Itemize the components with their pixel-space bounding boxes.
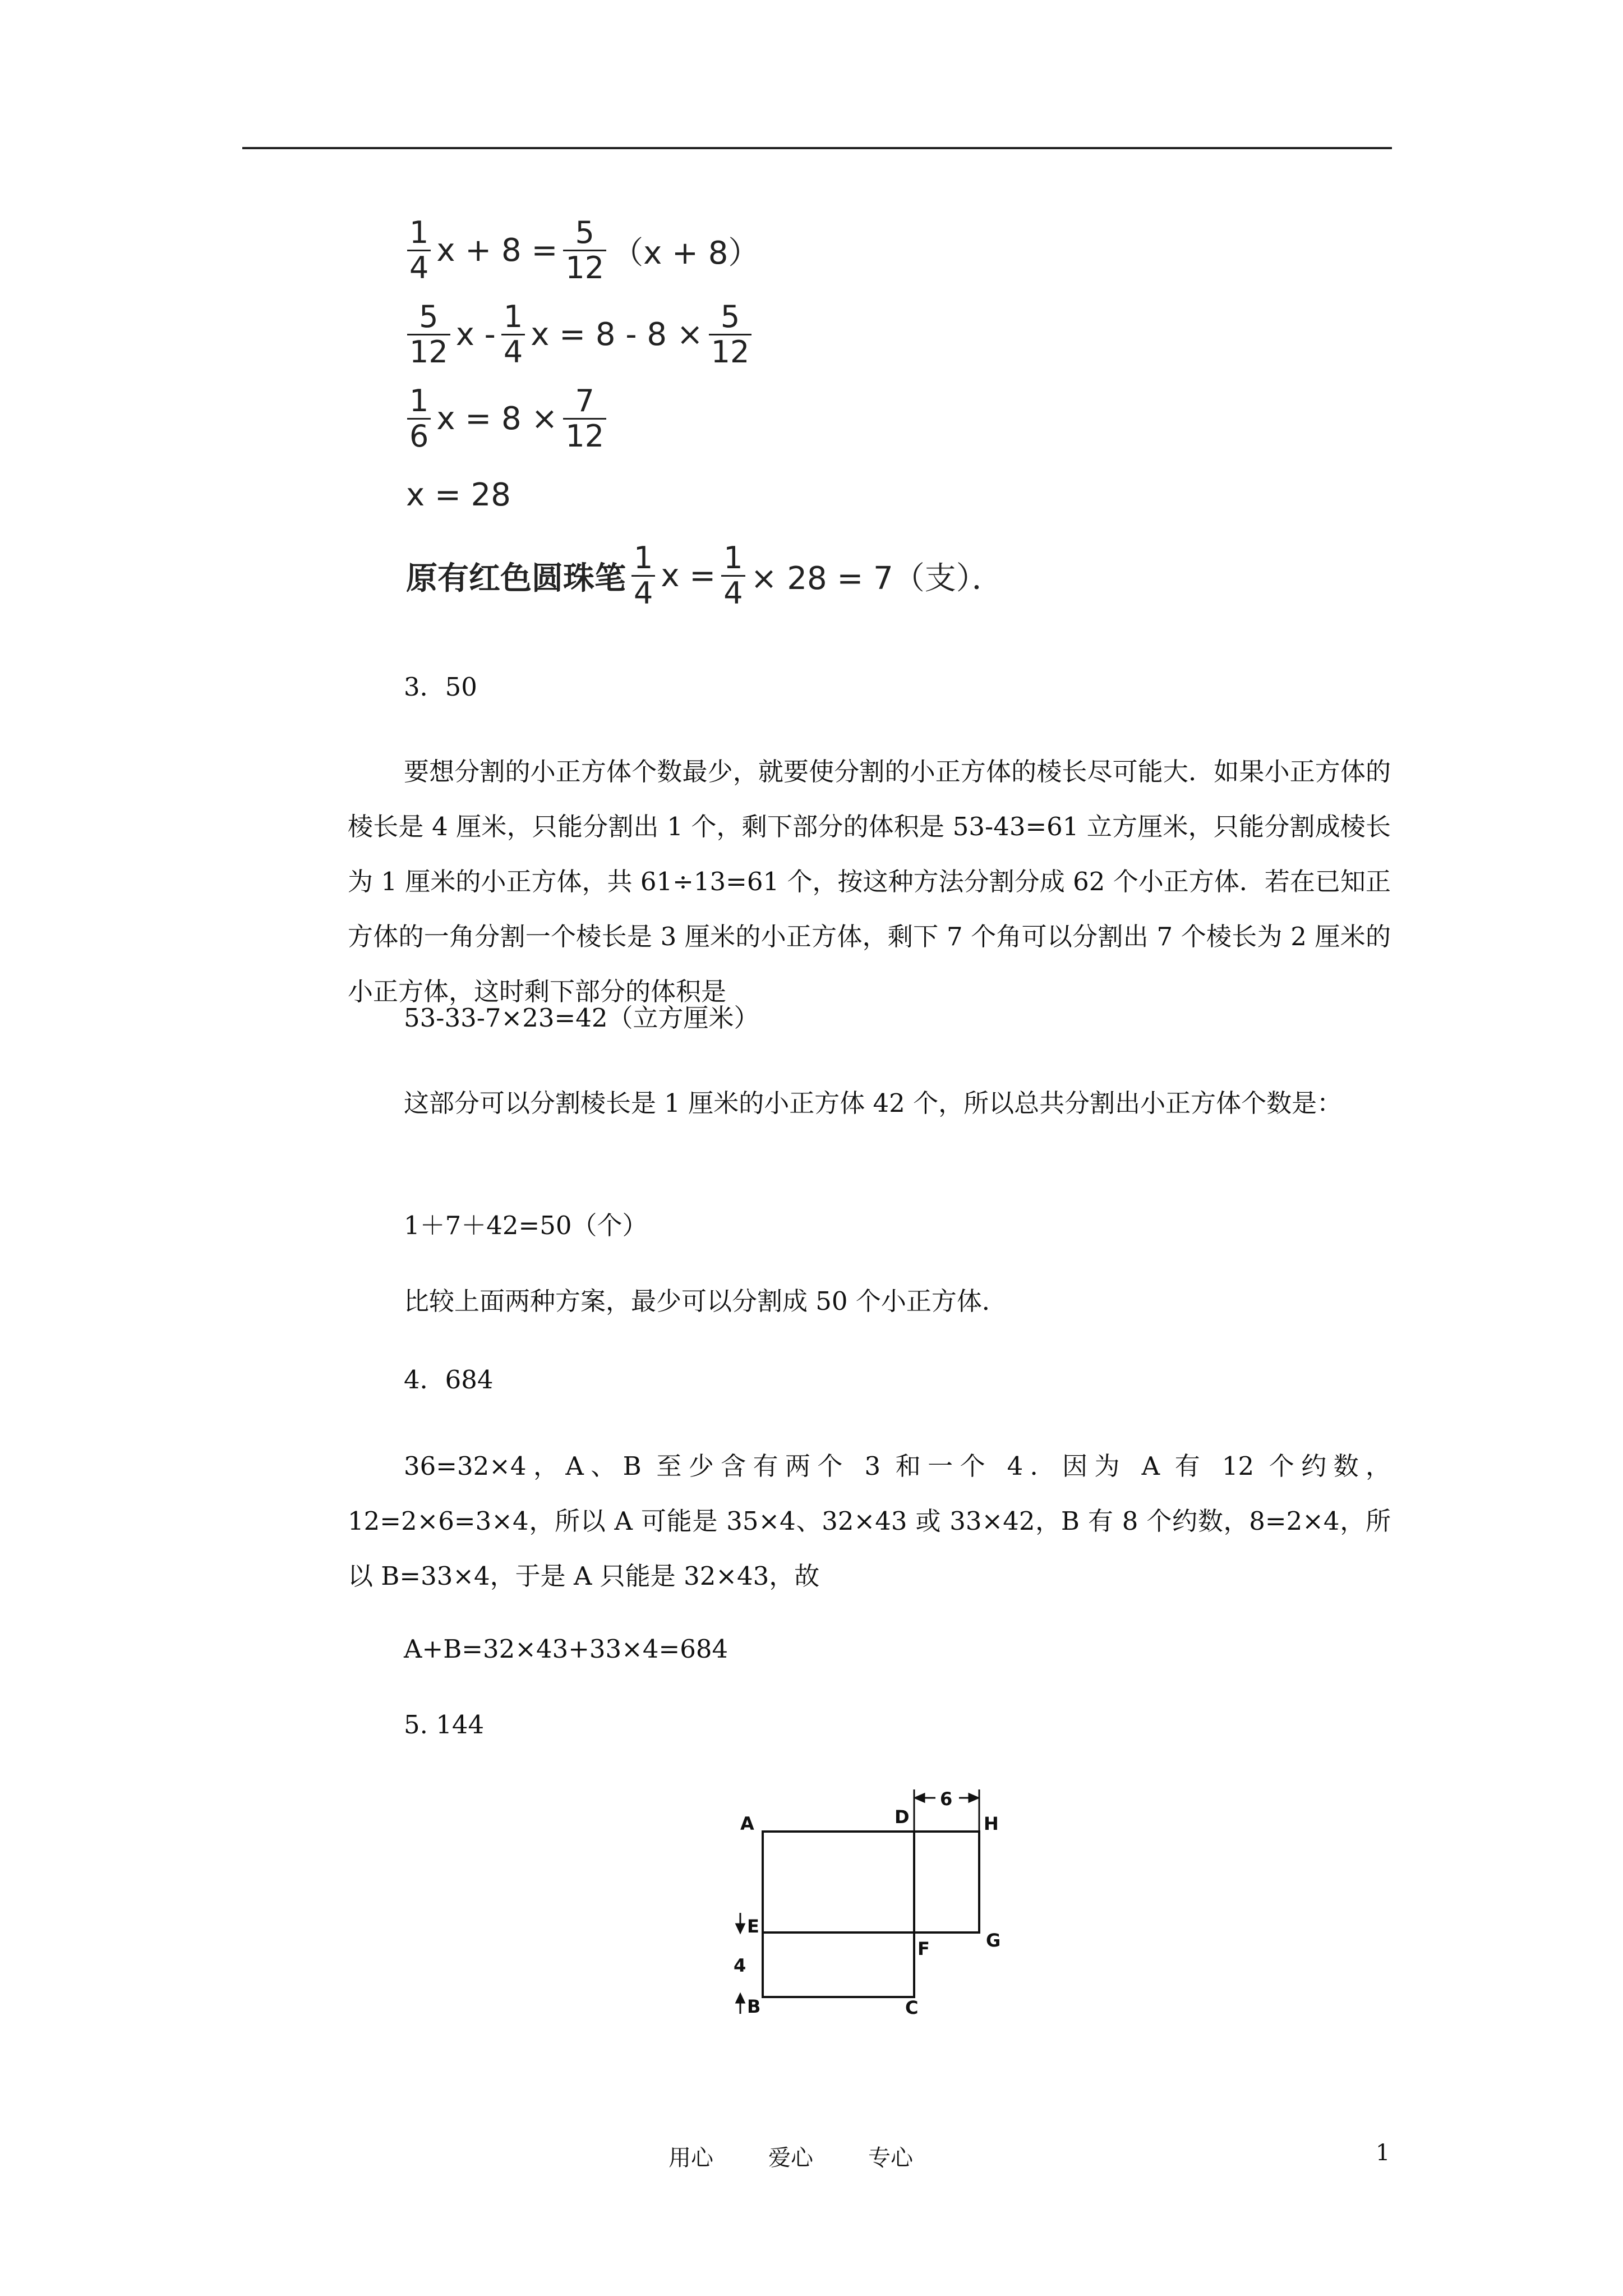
answer-3-conclusion: 比较上面两种方案，最少可以分割成 50 个小正方体． [404,1286,1007,1316]
equation-line-2 [404,300,755,369]
rectangle-aefd-edge [763,1832,914,1932]
arrowhead-left [915,1794,924,1802]
numerator: 1 [723,540,743,576]
rectangle-abcd [763,1832,914,1997]
denominator: 4 [407,250,431,285]
fraction [563,384,606,453]
fraction [721,541,745,610]
answer-3-paragraph-2: 这部分可以分割棱长是 1 厘米的小正方体 42 个，所以总共分割出小正方体个数是： [404,1088,1343,1118]
arrowhead-right [969,1794,978,1802]
page-number: 1 [1376,2140,1390,2166]
label-c: C [905,1997,919,2018]
label-g: G [986,1930,1001,1951]
equation-text: x = 8 - 8 × [531,316,703,353]
fraction [501,300,525,369]
label-h: H [984,1813,999,1834]
denominator: 4 [631,575,655,610]
equation-text: （x + 8） [612,234,760,272]
answer-3-calculation-1: 53-33-7×23=42（立方厘米） [404,1003,759,1033]
numerator: 1 [409,383,429,418]
fraction [709,300,752,369]
numerator: 1 [503,299,523,334]
fraction [407,384,431,453]
equation-text: x = 28 [406,477,511,513]
denominator: 12 [709,334,752,369]
label-a: A [740,1813,754,1834]
denominator: 12 [563,418,606,453]
label-four: 4 [734,1955,746,1976]
label-f: F [917,1938,930,1959]
denominator: 12 [407,334,450,369]
numerator: 7 [575,383,594,418]
footer-motto-1: 用心 [668,2145,713,2171]
fraction [631,541,655,610]
fraction [563,216,606,285]
fraction [407,300,450,369]
rectangle-dhgf [914,1832,979,1932]
equation-text: × 28 = 7（支）． [750,560,1003,597]
equation-text: x + 8 = [436,232,558,269]
equation-text: 原有红色圆珠笔 [406,560,626,597]
label-b: B [747,1996,761,2017]
answer-3-calculation-2: 1＋7＋42=50（个） [404,1211,648,1240]
label-six: 6 [940,1788,953,1810]
answer-4-paragraph: 36=32×4，A、B 至少含有两个 3 和一个 4．因为 A 有 12 个约数，12=2×6=3×4，所以 A 可能是 35×4、32×43 或 33×42，B 有 8 个约数，8=2×4，所以 B=33×4，于是 A 只能是 32×43，故 [348,1451,1391,1591]
equation-line-5 [404,541,1006,610]
equation-line-3 [404,384,610,453]
denominator: 4 [501,334,525,369]
numerator: 5 [419,299,439,334]
answer-3-heading: 3．50 [404,672,477,702]
equation-line-4 [404,477,513,513]
arrow-down-head [736,1924,744,1932]
answer-4-heading: 4．684 [404,1365,494,1395]
rectangle-diagram [723,1778,1026,2019]
answer-3-paragraph-1: 要想分割的小正方体个数最少，就要使分割的小正方体的棱长尽可能大．如果小正方体的棱长是 4 厘米，只能分割出 1 个，剩下部分的体积是 53-43=61 立方厘米，只能分割成棱长为 1 厘米的小正方体，共 61÷13=61 个，按这种方法分割分成 62 个小正方体．若在已知正方体的一角分割一个棱长是 3 厘米的小正方体，剩下 7 个角可以分割出 7 个棱长为 2 厘米的小正方体，这时剩下部分的体积是 [348,757,1391,1006]
footer-motto-2: 爱心 [768,2145,813,2171]
numerator: 5 [575,215,594,250]
equation-line-1 [404,216,762,285]
equation-text: x = 8 × [436,401,558,437]
equation-text: x = [661,558,716,594]
numerator: 5 [720,299,740,334]
numerator: 1 [409,215,429,250]
label-d: D [895,1806,910,1828]
denominator: 4 [721,575,745,610]
header-rule [242,147,1392,149]
label-e: E [747,1916,759,1937]
equation-text: x - [455,316,496,353]
fraction [407,216,431,285]
equation-block [404,216,1077,625]
arrow-up-head [736,1994,744,2003]
denominator: 12 [563,250,606,285]
denominator: 6 [407,418,431,453]
answer-4-calculation: A+B=32×43+33×4=684 [404,1634,728,1664]
footer-motto-3: 专心 [868,2145,913,2171]
answer-5-heading: 5. 144 [404,1710,485,1740]
numerator: 1 [634,540,653,576]
